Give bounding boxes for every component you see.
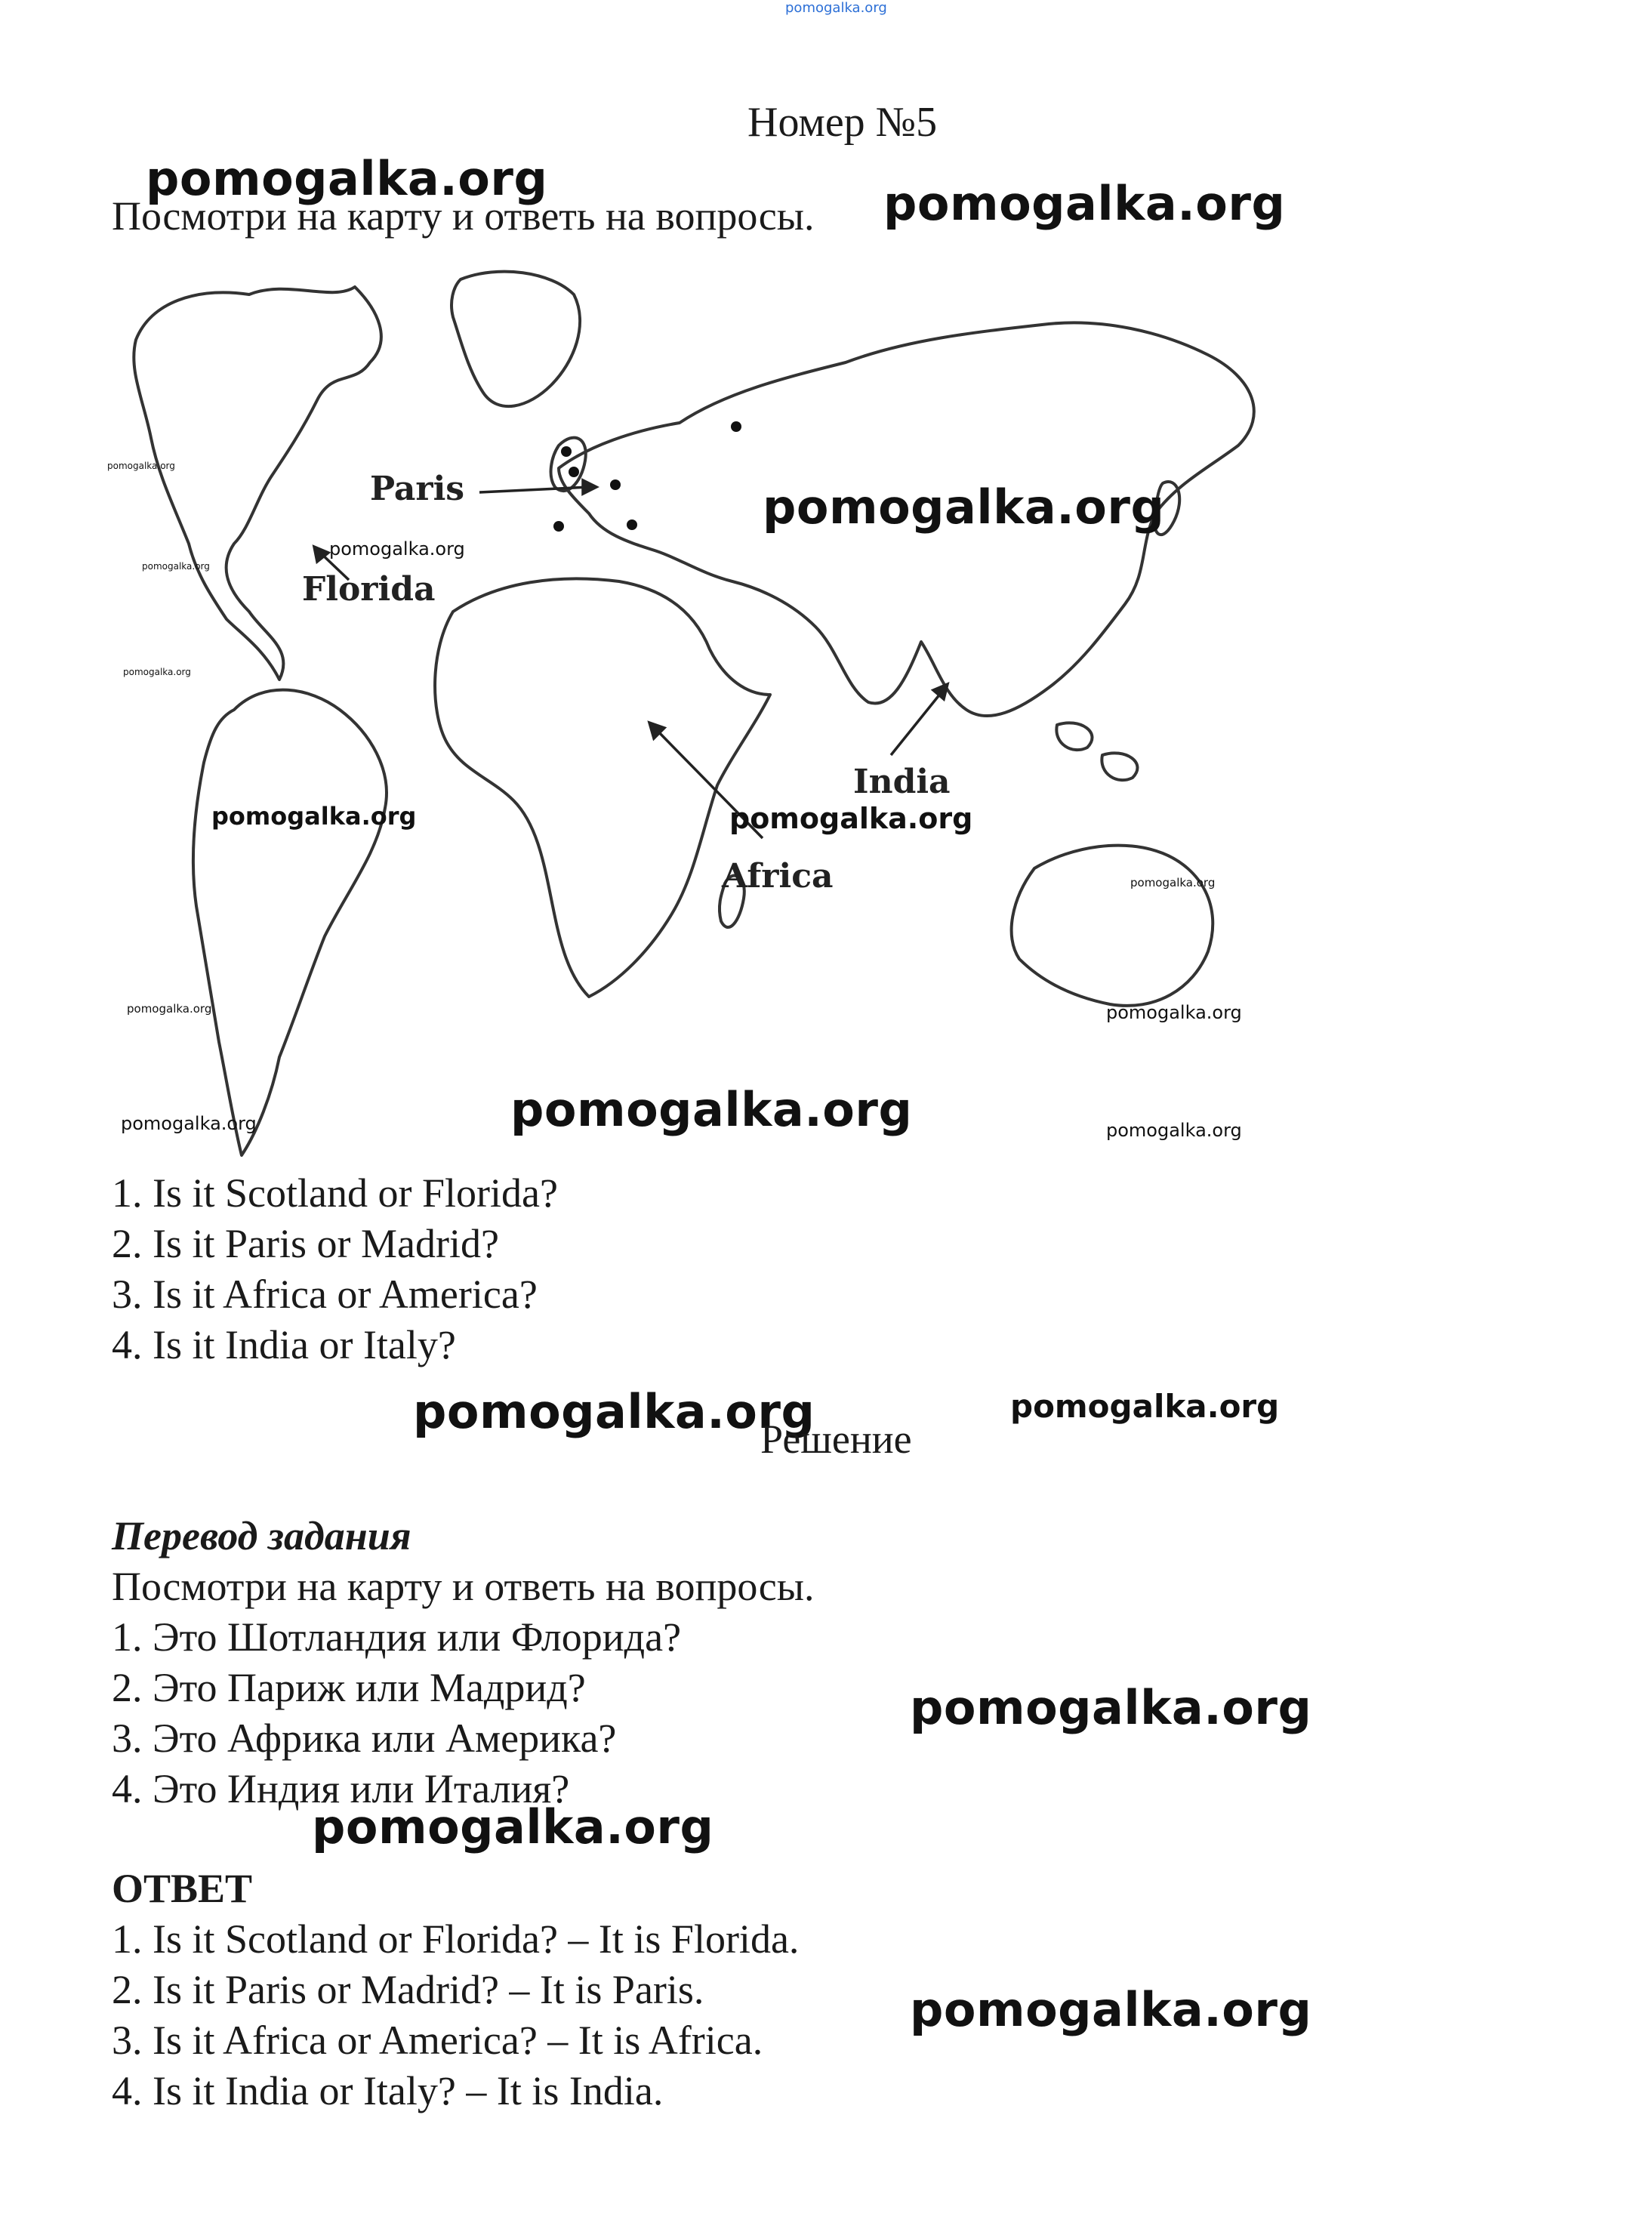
world-map xyxy=(106,257,1284,1170)
north-america-outline xyxy=(134,287,381,680)
translation-block xyxy=(112,1561,815,1814)
question-item: 4. Is it India or Italy? xyxy=(112,1322,456,1367)
watermark: pomogalka.org xyxy=(121,1113,257,1134)
watermark: pomogalka.org xyxy=(910,1680,1312,1735)
map-label-paris: Paris xyxy=(370,470,465,508)
answer-item: 3. Is it Africa or America? – It is Africa. xyxy=(112,2018,763,2063)
translation-item: 3. Это Африка или Америка? xyxy=(112,1716,617,1761)
africa-outline xyxy=(435,578,770,997)
translation-item: 1. Это Шотландия или Флорида? xyxy=(112,1614,682,1660)
india-arrow xyxy=(891,689,944,755)
islands-outline-2 xyxy=(1102,753,1137,780)
watermark: pomogalka.org xyxy=(142,561,210,572)
task-instruction: Посмотри на карту и ответь на вопросы. xyxy=(112,193,815,239)
britain-outline xyxy=(551,438,586,492)
watermark: pomogalka.org xyxy=(1010,1388,1280,1425)
translation-item: 2. Это Париж или Мадрид? xyxy=(112,1665,586,1710)
page-title: Номер №5 xyxy=(747,99,938,146)
answer-heading: ОТВЕТ xyxy=(112,1866,253,1911)
solution-heading: Решение xyxy=(760,1417,912,1462)
watermark: pomogalka.org xyxy=(127,1002,212,1016)
watermark: pomogalka.org xyxy=(910,1982,1312,2037)
question-item: 1. Is it Scotland or Florida? xyxy=(112,1170,558,1216)
translation-item: 4. Это Индия или Италия? xyxy=(112,1766,570,1811)
city-dot xyxy=(627,519,637,530)
translation-heading: Перевод задания xyxy=(112,1513,411,1558)
watermark: pomogalka.org xyxy=(1106,1120,1242,1141)
watermark: pomogalka.org xyxy=(107,461,175,471)
question-item: 3. Is it Africa or America? xyxy=(112,1272,538,1317)
map-label-florida: Florida xyxy=(302,570,436,609)
city-dot xyxy=(553,521,564,532)
answer-item: 1. Is it Scotland or Florida? – It is Florida. xyxy=(112,1916,800,1962)
translation-instruction: Посмотри на карту и ответь на вопросы. xyxy=(112,1564,815,1609)
south-america-outline xyxy=(193,690,387,1155)
australia-outline xyxy=(1012,846,1216,1006)
answer-item: 4. Is it India or Italy? – It is India. xyxy=(112,2068,664,2113)
city-dot xyxy=(569,467,579,477)
greenland-outline xyxy=(452,272,580,407)
watermark: pomogalka.org xyxy=(1130,876,1216,889)
city-dot xyxy=(610,479,621,490)
watermark: pomogalka.org xyxy=(883,176,1286,231)
questions-list xyxy=(112,1168,558,1370)
watermark: pomogalka.org xyxy=(312,1799,714,1854)
watermark: pomogalka.org xyxy=(211,802,417,831)
watermark: pomogalka.org xyxy=(729,802,973,835)
city-dot xyxy=(731,421,741,432)
watermark: pomogalka.org xyxy=(146,151,548,206)
watermark: pomogalka.org xyxy=(413,1384,815,1439)
watermark: pomogalka.org xyxy=(123,667,191,677)
watermark: pomogalka.org xyxy=(1106,1002,1242,1023)
map-label-africa: Africa xyxy=(722,857,834,896)
map-label-india: India xyxy=(853,763,951,801)
islands-outline xyxy=(1056,723,1092,750)
watermark: pomogalka.org xyxy=(510,1082,913,1137)
question-item: 2. Is it Paris or Madrid? xyxy=(112,1221,499,1266)
city-dot xyxy=(561,446,572,457)
watermark: pomogalka.org xyxy=(763,479,1165,535)
paris-arrow xyxy=(479,487,589,492)
answer-block xyxy=(112,1914,799,2116)
watermark: pomogalka.org xyxy=(329,538,465,560)
answer-item: 2. Is it Paris or Madrid? – It is Paris. xyxy=(112,1967,704,2012)
top-watermark: pomogalka.org xyxy=(785,0,887,16)
